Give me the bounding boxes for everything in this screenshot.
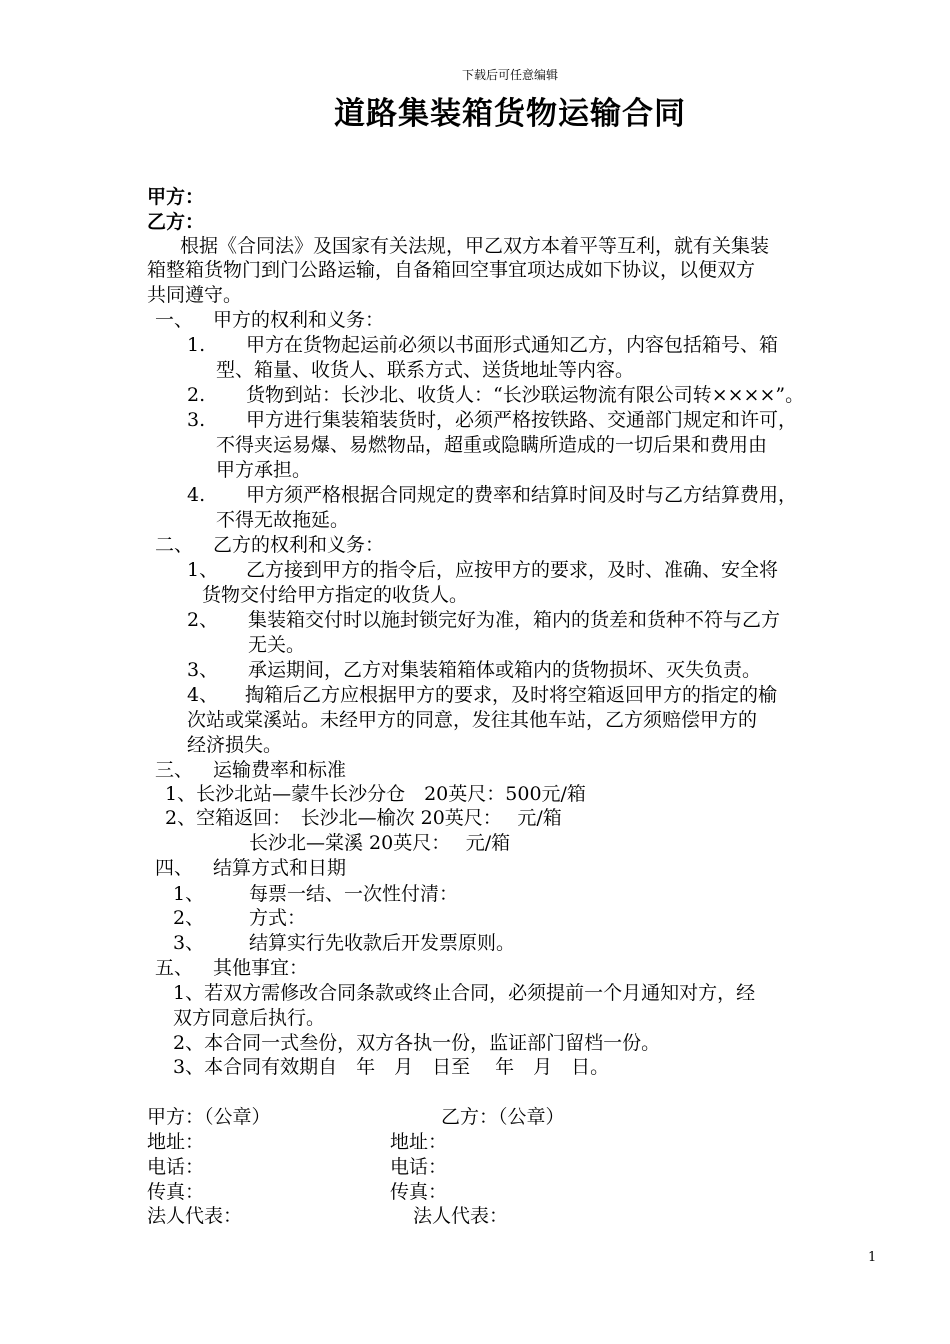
item-line: 不得无故拖延。: [216, 509, 350, 531]
section-number: 四、: [155, 857, 194, 879]
section-number: 二、: [155, 534, 194, 556]
item-line: 掏箱后乙方应根据甲方的要求，及时将空箱返回甲方的指定的榆: [245, 684, 778, 706]
intro-line: 共同遵守。: [147, 284, 243, 306]
section-title: 甲方的权利和义务：: [213, 309, 385, 331]
party-a-label: 甲方：: [147, 186, 205, 208]
item-line: 型、箱量、收货人、联系方式、送货地址等内容。: [216, 359, 635, 381]
other-line: 双方同意后执行。: [173, 1007, 326, 1029]
party-a-fax: 传真：: [147, 1181, 205, 1203]
item-line: 乙方接到甲方的指令后，应按甲方的要求，及时、准确、安全将: [246, 559, 779, 581]
section-number: 三、: [155, 759, 194, 781]
rate-line: 2、空箱返回： 长沙北—榆次 20英尺： 元/箱: [165, 807, 562, 829]
intro-line: 根据《合同法》及国家有关法规，甲乙双方本着平等互利，就有关集装: [180, 235, 770, 257]
party-a-phone: 电话：: [147, 1156, 205, 1178]
item-line: 货物交付给甲方指定的收货人。: [202, 584, 469, 606]
item-number: 4.: [187, 484, 206, 506]
item-line: 集装箱交付时以施封锁完好为准，箱内的货差和货种不符与乙方: [248, 609, 781, 631]
document-title: 道路集装箱货物运输合同: [334, 96, 686, 132]
item-line: 每票一结、一次性付清：: [249, 883, 459, 905]
item-line: 甲方须严格根据合同规定的费率和结算时间及时与乙方结算费用，: [246, 484, 798, 506]
item-line: 方式：: [249, 907, 307, 929]
item-line: 无关。: [248, 634, 306, 656]
party-a-legal-rep: 法人代表：: [147, 1205, 243, 1227]
item-number: 4、: [187, 684, 219, 706]
party-b-phone: 电话：: [390, 1156, 448, 1178]
section-title: 乙方的权利和义务：: [213, 534, 385, 556]
party-a-address: 地址：: [147, 1131, 205, 1153]
item-number: 1、: [187, 559, 219, 581]
item-number: 3.: [187, 409, 206, 431]
other-line: 2、本合同一式叁份，双方各执一份，监证部门留档一份。: [173, 1032, 661, 1054]
item-line: 不得夹运易爆、易燃物品，超重或隐瞒所造成的一切后果和费用由: [216, 434, 768, 456]
section-title: 运输费率和标准: [213, 759, 347, 781]
item-line: 货物到站：长沙北、收货人：“长沙联运物流有限公司转××××”。: [246, 384, 805, 406]
rate-line: 长沙北—棠溪 20英尺： 元/箱: [249, 832, 511, 854]
other-line: 1、若双方需修改合同条款或终止合同，必须提前一个月通知对方，经: [173, 982, 756, 1004]
page-number: 1: [868, 1250, 877, 1265]
item-line: 甲方在货物起运前必须以书面形式通知乙方，内容包括箱号、箱: [246, 334, 779, 356]
item-number: 3、: [173, 932, 205, 954]
party-b-address: 地址：: [390, 1131, 448, 1153]
item-number: 2、: [187, 609, 219, 631]
item-number: 1、: [173, 883, 205, 905]
item-line: 次站或棠溪站。未经甲方的同意，发往其他车站，乙方须赔偿甲方的: [187, 709, 758, 731]
party-b-legal-rep: 法人代表：: [413, 1205, 509, 1227]
intro-line: 箱整箱货物门到门公路运输，自备箱回空事宜项达成如下协议，以便双方: [147, 259, 756, 281]
item-line: 甲方承担。: [216, 459, 312, 481]
section-title: 结算方式和日期: [213, 857, 347, 879]
section-title: 其他事宜：: [213, 957, 309, 979]
rate-line: 1、长沙北站—蒙牛长沙分仓 20英尺：500元/箱: [165, 783, 586, 805]
item-number: 2.: [187, 384, 206, 406]
item-number: 2、: [173, 907, 205, 929]
item-line: 承运期间，乙方对集装箱箱体或箱内的货物损坏、灭失负责。: [248, 659, 762, 681]
item-line: 甲方进行集装箱装货时，必须严格按铁路、交通部门规定和许可，: [246, 409, 798, 431]
header-note: 下载后可任意编辑: [461, 68, 558, 82]
item-line: 结算实行先收款后开发票原则。: [249, 932, 516, 954]
section-number: 一、: [155, 309, 194, 331]
section-number: 五、: [155, 957, 194, 979]
other-line: 3、本合同有效期自 年 月 日至 年 月 日。: [173, 1056, 610, 1078]
party-a-seal: 甲方：（公章）: [147, 1106, 271, 1128]
item-number: 3、: [187, 659, 219, 681]
party-b-fax: 传真：: [390, 1181, 448, 1203]
party-b-seal: 乙方：（公章）: [441, 1106, 565, 1128]
party-b-label: 乙方：: [147, 211, 205, 233]
item-number: 1.: [187, 334, 206, 356]
item-line: 经济损失。: [187, 734, 283, 756]
